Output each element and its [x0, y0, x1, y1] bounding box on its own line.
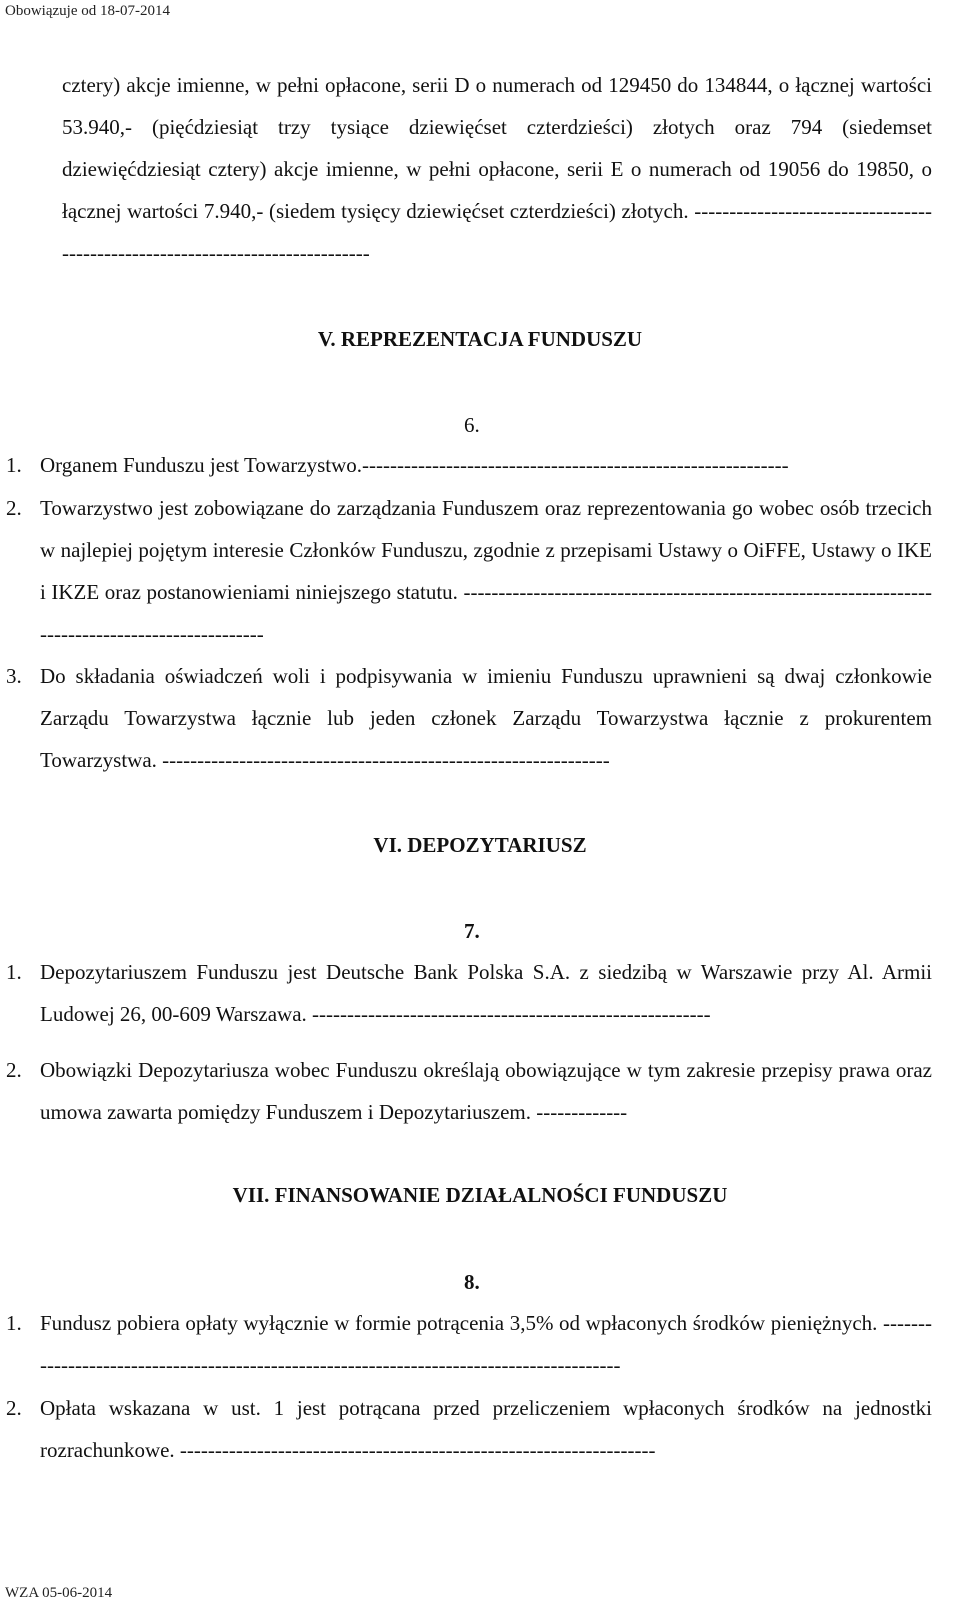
item-number: 1.	[6, 960, 22, 984]
list-item	[6, 951, 932, 1035]
item-text: Obowiązki Depozytariusza wobec Funduszu określają obowiązujące w tym zakresie przepisy prawa oraz umowa zawarta pomiędzy Funduszem i Depozytariuszem. -------------	[40, 1058, 932, 1124]
document-footer	[5, 1585, 112, 1602]
section-title-financing: VII. FINANSOWANIE DZIAŁALNOŚCI FUNDUSZU	[232, 1183, 728, 1207]
item-text: Do składania oświadczeń woli i podpisywania w imieniu Funduszu uprawnieni są dwaj członkowie Zarządu Towarzystwa łącznie lub jeden członek Zarządu Towarzystwa łącznie z prokurentem Towarzystwa. ----------------------------------------------------------------	[40, 664, 932, 772]
item-number: 1.	[6, 1311, 22, 1335]
list-item	[6, 487, 932, 655]
section-title-depositary: VI. DEPOZYTARIUSZ	[373, 833, 587, 857]
meeting-stamp: WZA 05-06-2014	[5, 1585, 113, 1601]
validity-stamp: Obowiązuje od 18-07-2014	[5, 3, 170, 19]
paragraph-number-8: 8.	[464, 1270, 480, 1294]
item-number: 1.	[6, 453, 22, 477]
paragraph-number-7: 7.	[464, 919, 480, 943]
item-text: Towarzystwo jest zobowiązane do zarządzania Funduszem oraz reprezentowania go wobec osób trzecich w najlepiej pojętym interesie Członków Funduszu, zgodnie z przepisami Ustawy o OiFFE, Ustawy o IKE i IKZE oraz postanowieniami niniejszego statutu. ---------------------------------------------------------------------------------------------------	[40, 496, 932, 646]
item-text: Opłata wskazana w ust. 1 jest potrącana przed przeliczeniem wpłaconych środków na jednostki rozrachunkowe. --------------------------------------------------------------------	[40, 1396, 932, 1462]
list-item	[6, 655, 932, 781]
item-text: Fundusz pobiera opłaty wyłącznie w formie potrącenia 3,5% od wpłaconych środków pieniężnych. ------------------------------------------------------------------------------------------	[40, 1311, 932, 1377]
item-number: 2.	[6, 496, 22, 520]
item-number: 2.	[6, 1058, 22, 1082]
item-text: Organem Funduszu jest Towarzystwo.-------------------------------------------------------------	[40, 453, 789, 477]
list-item	[6, 1302, 932, 1386]
item-text: Depozytariuszem Funduszu jest Deutsche Bank Polska S.A. z siedzibą w Warszawie przy Al. Armii Ludowej 26, 00-609 Warszawa. ---------------------------------------------------------	[40, 960, 932, 1026]
item-number: 3.	[6, 664, 22, 688]
list-item	[6, 1387, 932, 1471]
paragraph-number-6: 6.	[464, 413, 480, 437]
list-item	[6, 444, 932, 486]
section-title-representation: V. REPREZENTACJA FUNDUSZU	[317, 327, 643, 351]
list-item	[6, 1049, 932, 1133]
item-number: 2.	[6, 1396, 22, 1420]
intro-paragraph: cztery) akcje imienne, w pełni opłacone, serii D o numerach od 129450 do 134844, o łącznej wartości 53.940,- (pięćdziesiąt trzy tysiące dziewięćset czterdzieści) złotych oraz 794 (siedemset dziewięćdziesiąt cztery) akcje imienne, w pełni opłacone, serii E o numerach od 19056 do 19850, o łącznej wartości 7.940,- (siedem tysięcy dziewięćset czterdzieści) złotych. ------------------------------------------------------------------------------	[62, 73, 932, 265]
